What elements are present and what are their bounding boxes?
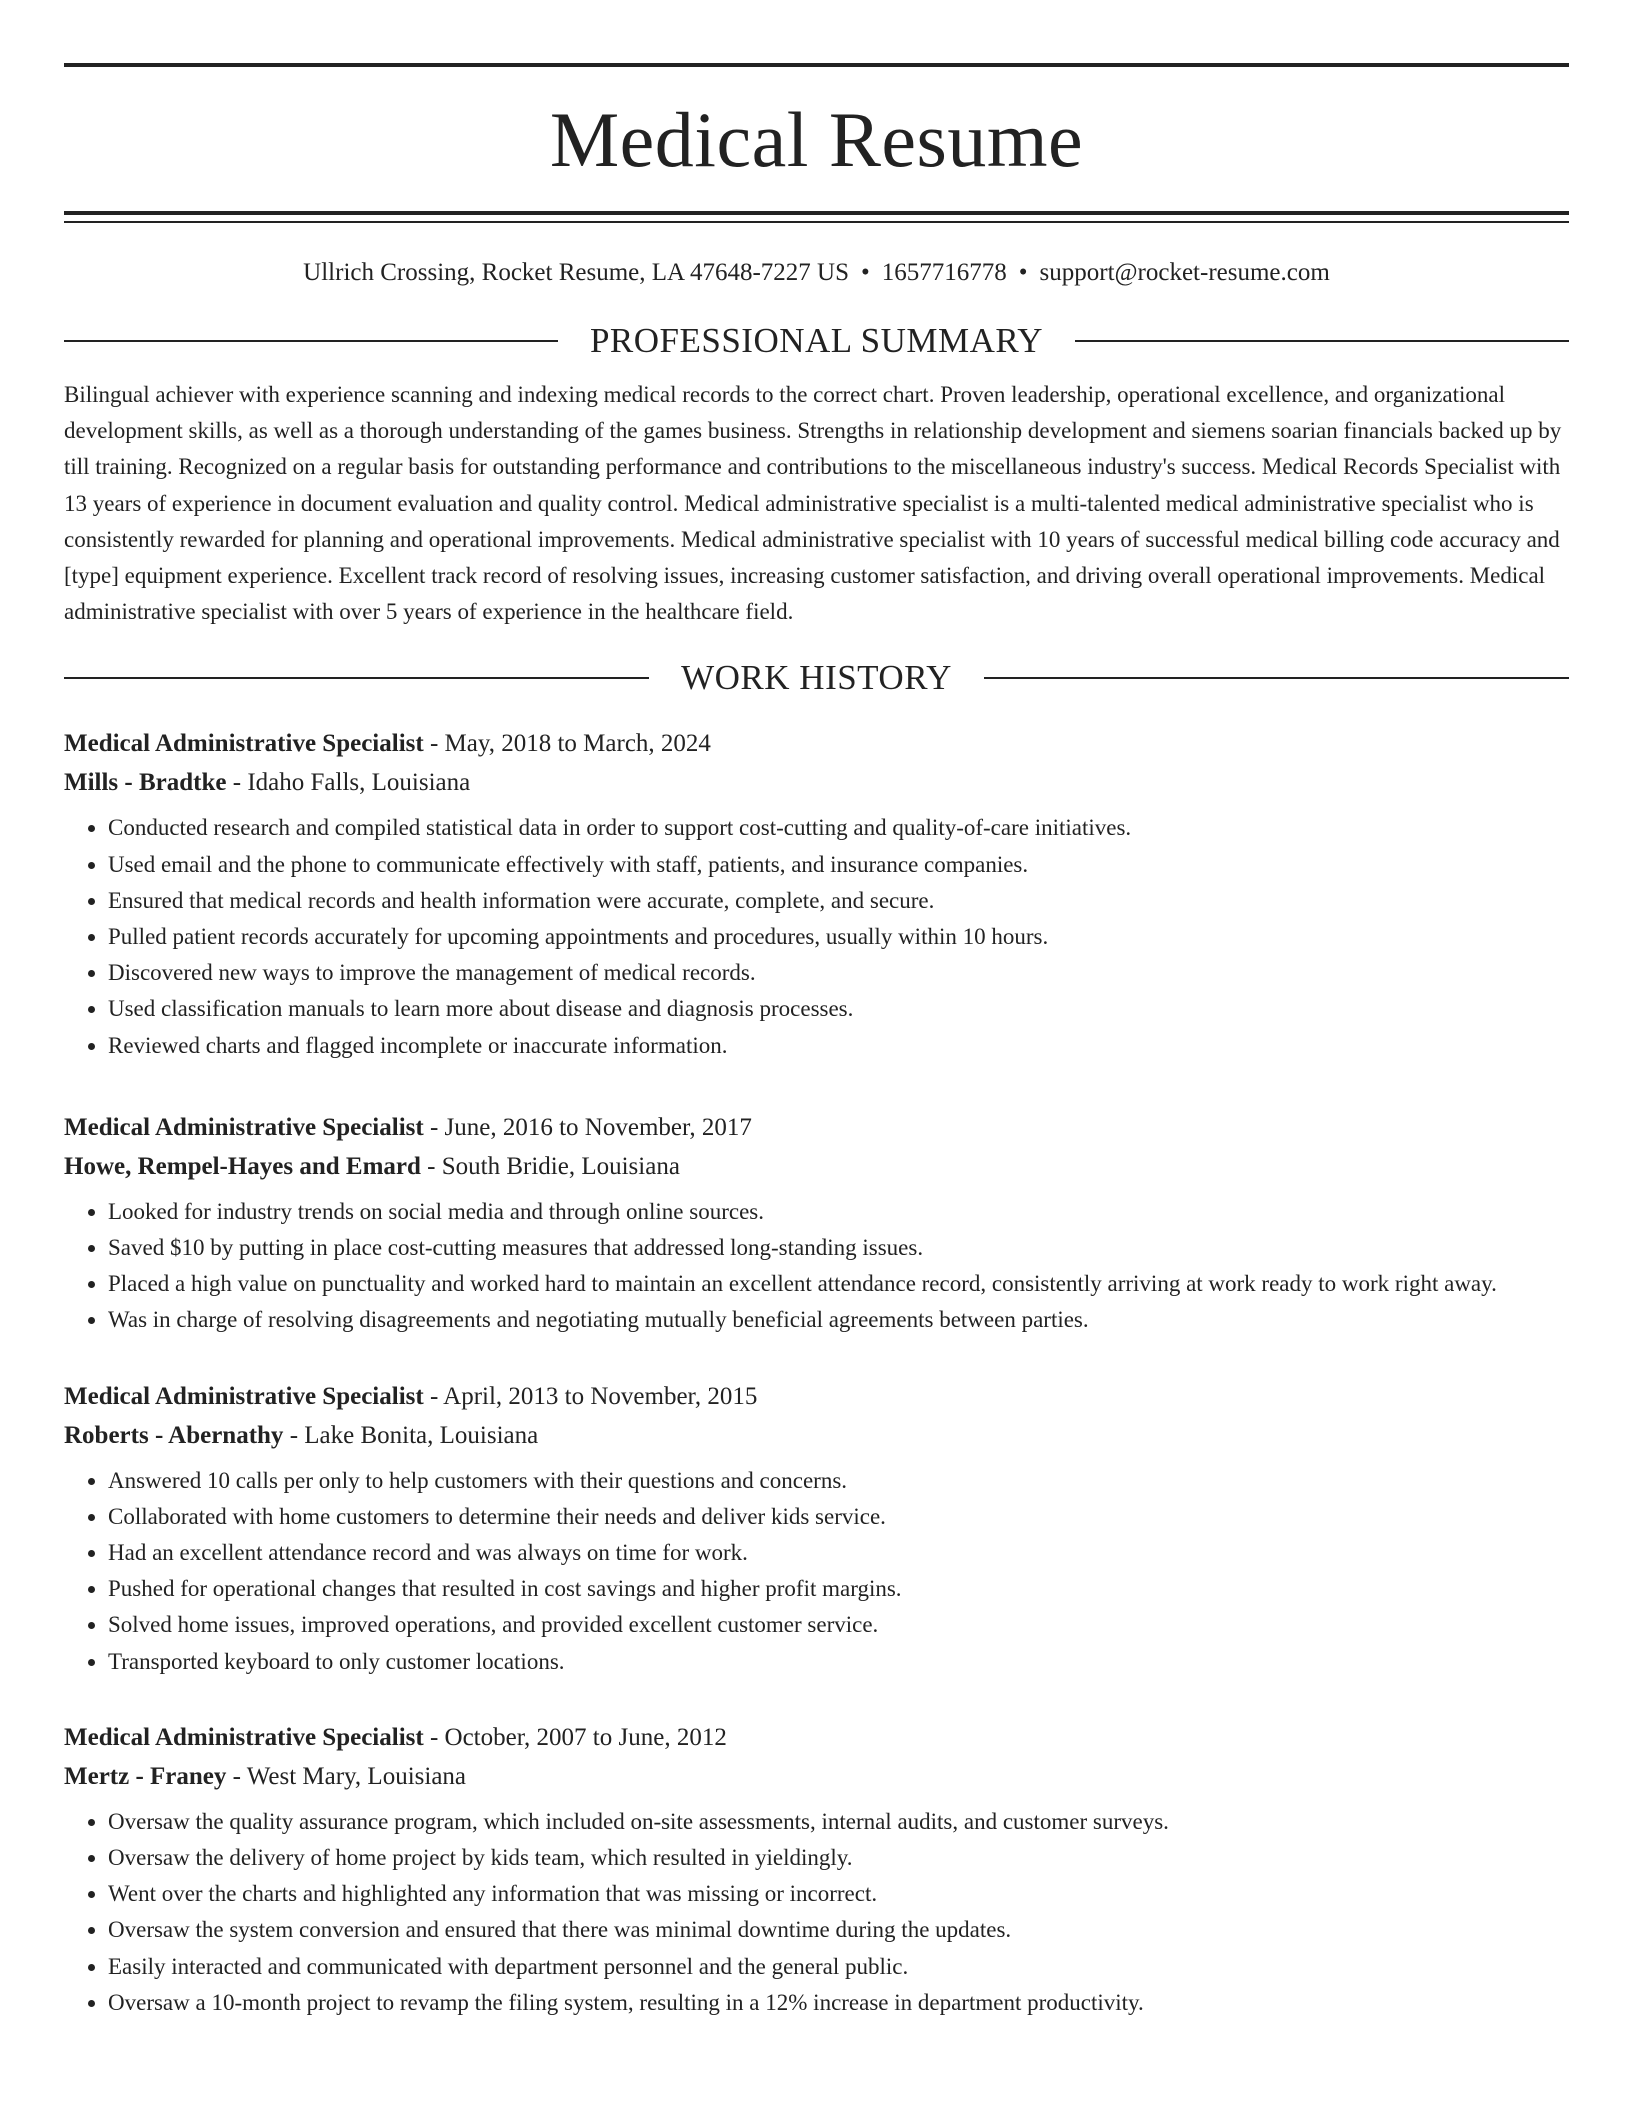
top-rule <box>64 63 1569 67</box>
job-bullet: • Pushed for operational changes that resulted in cost savings and higher profit margins. <box>108 1571 1569 1607</box>
job-bullet: • Placed a high value on punctuality and worked hard to maintain an excellent attendance record, consistently arriving at work ready to work right away. <box>108 1266 1569 1302</box>
contact-separator: • <box>860 259 870 286</box>
job-title: Medical Administrative Specialist <box>64 1723 424 1751</box>
title-rule-thin <box>64 221 1569 223</box>
job-company-line <box>64 1757 1569 1796</box>
job-entry <box>64 1718 1569 2021</box>
job-location: - Idaho Falls, Louisiana <box>226 769 471 797</box>
work-history-heading-title: WORK HISTORY <box>681 658 952 698</box>
job-bullet: • Answered 10 calls per only to help customers with their questions and concerns. <box>108 1463 1569 1499</box>
job-bullet: • Collaborated with home customers to determine their needs and deliver kids service. <box>108 1499 1569 1535</box>
job-company-line <box>64 1416 1569 1455</box>
job-title-line <box>64 1108 1569 1147</box>
heading-rule-right <box>1075 340 1569 342</box>
heading-rule-right <box>984 677 1569 679</box>
job-bullets <box>64 810 1569 1063</box>
summary-heading <box>64 319 1569 363</box>
contact-line <box>64 257 1569 289</box>
summary-heading-title: PROFESSIONAL SUMMARY <box>589 321 1044 360</box>
job-bullets <box>64 1194 1569 1339</box>
job-dates: - May, 2018 to March, 2024 <box>423 730 711 758</box>
job-bullet: • Oversaw a 10-month project to revamp the filing system, resulting in a 12% increase in department productivity. <box>108 1985 1569 2021</box>
contact-separator: • <box>1018 259 1028 286</box>
job-company: Mills - Bradtke <box>64 769 227 797</box>
job-bullet: • Went over the charts and highlighted any information that was missing or incorrect. <box>108 1876 1569 1912</box>
job-bullet: • Was in charge of resolving disagreements and negotiating mutually beneficial agreements between parties. <box>108 1302 1569 1338</box>
job-bullet: • Looked for industry trends on social media and through online sources. <box>108 1194 1569 1230</box>
job-location: - West Mary, Louisiana <box>226 1762 467 1790</box>
summary-text: Bilingual achiever with experience scanning and indexing medical records to the correct chart. Proven leadership, operational excellence, and organizational development skills, as well as a thorough understanding of the games business. Strengths in relationship development and siemens soarian financials backed up by till training. Recognized on a regular basis for outstanding performance and contributions to the miscellaneous industry's success. Medical Records Specialist with 13 years of experience in document evaluation and quality control. Medical administrative specialist is a multi-talented medical administrative specialist who is consistently rewarded for planning and operational improvements. Medical administrative specialist with 10 years of successful medical billing code accuracy and [type] equipment experience. Excellent track record of resolving issues, increasing customer satisfaction, and driving overall operational improvements. Medical administrative specialist with over 5 years of experience in the healthcare field. <box>64 382 1562 625</box>
contact-email: support@rocket-resume.com <box>1039 259 1330 286</box>
resume-title: Medical Resume <box>549 96 1084 183</box>
job-bullet: • Solved home issues, improved operations, and provided excellent customer service. <box>108 1607 1569 1643</box>
work-history-list <box>64 724 1569 2021</box>
job-bullet: • Saved $10 by putting in place cost-cutting measures that addressed long-standing issues. <box>108 1230 1569 1266</box>
job-bullet: • Had an excellent attendance record and was always on time for work. <box>108 1535 1569 1571</box>
work-history-heading <box>64 656 1569 700</box>
job-entry <box>64 1108 1569 1339</box>
job-title: Medical Administrative Specialist <box>64 1382 424 1410</box>
heading-rule-left <box>64 340 558 342</box>
job-bullet: • Discovered new ways to improve the management of medical records. <box>108 955 1569 991</box>
job-bullet: • Oversaw the system conversion and ensured that there was minimal downtime during the updates. <box>108 1912 1569 1948</box>
job-bullet: • Oversaw the delivery of home project by kids team, which resulted in yieldingly. <box>108 1840 1569 1876</box>
job-title-line <box>64 1718 1569 1757</box>
job-dates: - October, 2007 to June, 2012 <box>423 1723 727 1751</box>
job-entry <box>64 724 1569 1063</box>
job-title-line <box>64 724 1569 763</box>
job-entry <box>64 1377 1569 1680</box>
title-rule-thick <box>64 211 1569 215</box>
job-dates: - June, 2016 to November, 2017 <box>423 1113 752 1141</box>
job-title-line <box>64 1377 1569 1416</box>
job-bullets <box>64 1804 1569 2021</box>
job-company: Mertz - Franey <box>64 1762 227 1790</box>
job-company: Roberts - Abernathy <box>64 1421 284 1449</box>
job-title: Medical Administrative Specialist <box>64 730 424 758</box>
job-title: Medical Administrative Specialist <box>64 1113 424 1141</box>
job-bullet: • Ensured that medical records and health information were accurate, complete, and secure. <box>108 883 1569 919</box>
job-company-line <box>64 763 1569 802</box>
resume-page <box>64 0 1569 2021</box>
job-location: - Lake Bonita, Louisiana <box>283 1421 539 1449</box>
heading-rule-left <box>64 677 649 679</box>
title-double-rule <box>64 211 1569 223</box>
contact-phone: 1657716778 <box>881 259 1007 286</box>
job-bullet: • Conducted research and compiled statistical data in order to support cost-cutting and quality-of-care initiatives. <box>108 810 1569 846</box>
contact-address: Ullrich Crossing, Rocket Resume, LA 47648-7227 US <box>303 259 849 286</box>
job-dates: - April, 2013 to November, 2015 <box>423 1382 758 1410</box>
job-bullet: • Oversaw the quality assurance program, which included on-site assessments, internal audits, and customer surveys. <box>108 1804 1569 1840</box>
job-bullet: • Easily interacted and communicated with department personnel and the general public. <box>108 1949 1569 1985</box>
job-location: - South Bridie, Louisiana <box>420 1152 680 1180</box>
job-bullet: • Used classification manuals to learn more about disease and diagnosis processes. <box>108 991 1569 1027</box>
job-company-line <box>64 1147 1569 1186</box>
job-bullet: • Pulled patient records accurately for upcoming appointments and procedures, usually within 10 hours. <box>108 919 1569 955</box>
job-bullet: • Used email and the phone to communicate effectively with staff, patients, and insurance companies. <box>108 847 1569 883</box>
job-bullet: • Reviewed charts and flagged incomplete or inaccurate information. <box>108 1028 1569 1064</box>
job-company: Howe, Rempel-Hayes and Emard <box>64 1152 421 1180</box>
job-bullet: • Transported keyboard to only customer locations. <box>108 1644 1569 1680</box>
job-bullets <box>64 1463 1569 1680</box>
